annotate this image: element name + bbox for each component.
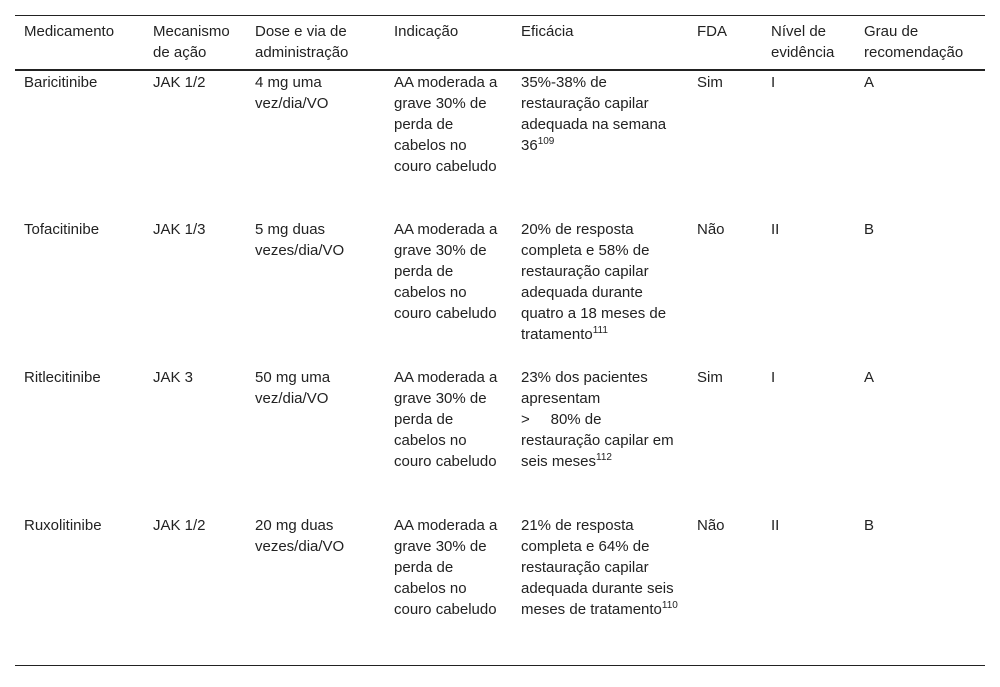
cell-grade: A [864, 74, 875, 91]
cell-fda: Não [697, 221, 725, 238]
cell-mechanism: JAK 3 [153, 369, 194, 386]
cell-dose: 50 mg uma vez/dia/VO [255, 369, 331, 407]
reference-superscript: 112 [596, 452, 612, 463]
header-indicacao: Indicação [385, 16, 512, 71]
header-nivel-evidencia: Nível de evidência [762, 16, 855, 71]
table-container [15, 15, 985, 666]
cell-drug: Baricitinibe [24, 74, 98, 91]
cell-drug: Ritlecitinibe [24, 369, 101, 386]
cell-fda: Não [688, 514, 762, 665]
cell-evidence: II [771, 221, 780, 238]
cell-dose: 5 mg duas vezes/dia/VO [255, 221, 345, 259]
cell-dose: 20 mg duas vezes/dia/VO [246, 514, 385, 665]
cell-efficacy [512, 218, 688, 366]
table-header-row [15, 16, 985, 71]
jak-inhibitors-table [15, 15, 985, 666]
cell-mechanism: JAK 1/3 [153, 221, 206, 238]
table-row [15, 366, 985, 514]
reference-superscript: 110 [661, 600, 678, 611]
cell-fda: Sim [697, 74, 723, 91]
cell-efficacy [512, 70, 688, 218]
cell-fda: Sim [697, 369, 723, 386]
efficacy-text-pre: 23% dos pacientes apresentam [521, 369, 648, 407]
greater-than-symbol: > [521, 411, 530, 428]
reference-superscript: 111 [592, 325, 608, 336]
cell-drug: Ruxolitinibe [15, 514, 144, 665]
header-medicamento: Medicamento [15, 16, 144, 71]
cell-indication: AA moderada a grave 30% de perda de cabelos no couro cabeludo [394, 74, 498, 175]
efficacy-text: 21% de resposta completa e 64% de restauração capilar adequada durante seis meses de tratamento [521, 517, 674, 618]
cell-mechanism: JAK 1/2 [144, 514, 246, 665]
cell-indication: AA moderada a grave 30% de perda de cabelos no couro cabeludo [385, 514, 512, 665]
table-row [15, 70, 985, 218]
cell-grade: B [855, 514, 985, 665]
cell-mechanism: JAK 1/2 [153, 74, 206, 91]
cell-indication: AA moderada a grave 30% de perda de cabelos no couro cabeludo [394, 221, 498, 322]
header-dose: Dose e via de administração [246, 16, 385, 71]
cell-evidence: II [762, 514, 855, 665]
efficacy-text: 35%-38% de restauração capilar adequada na semana 36 [521, 74, 667, 154]
header-eficacia: Eficácia [512, 16, 688, 71]
header-grau-recomendacao: Grau de recomendação [855, 16, 985, 71]
cell-indication: AA moderada a grave 30% de perda de cabelos no couro cabeludo [394, 369, 498, 470]
cell-efficacy [512, 514, 688, 665]
cell-dose: 4 mg uma vez/dia/VO [255, 74, 329, 112]
cell-evidence: I [771, 369, 776, 386]
efficacy-text: 80% de restauração capilar em seis meses [521, 411, 674, 470]
efficacy-text: 20% de resposta completa e 58% de restauração capilar adequada durante quatro a 18 meses de tratamento [521, 221, 667, 343]
table-row [15, 514, 985, 665]
header-mecanismo: Mecanismo de ação [144, 16, 246, 71]
cell-grade: A [864, 369, 875, 386]
cell-drug: Tofacitinibe [24, 221, 100, 238]
cell-efficacy [512, 366, 688, 514]
cell-grade: B [864, 221, 875, 238]
header-fda: FDA [688, 16, 762, 71]
table-row [15, 218, 985, 366]
cell-evidence: I [771, 74, 776, 91]
reference-superscript: 109 [537, 136, 555, 147]
